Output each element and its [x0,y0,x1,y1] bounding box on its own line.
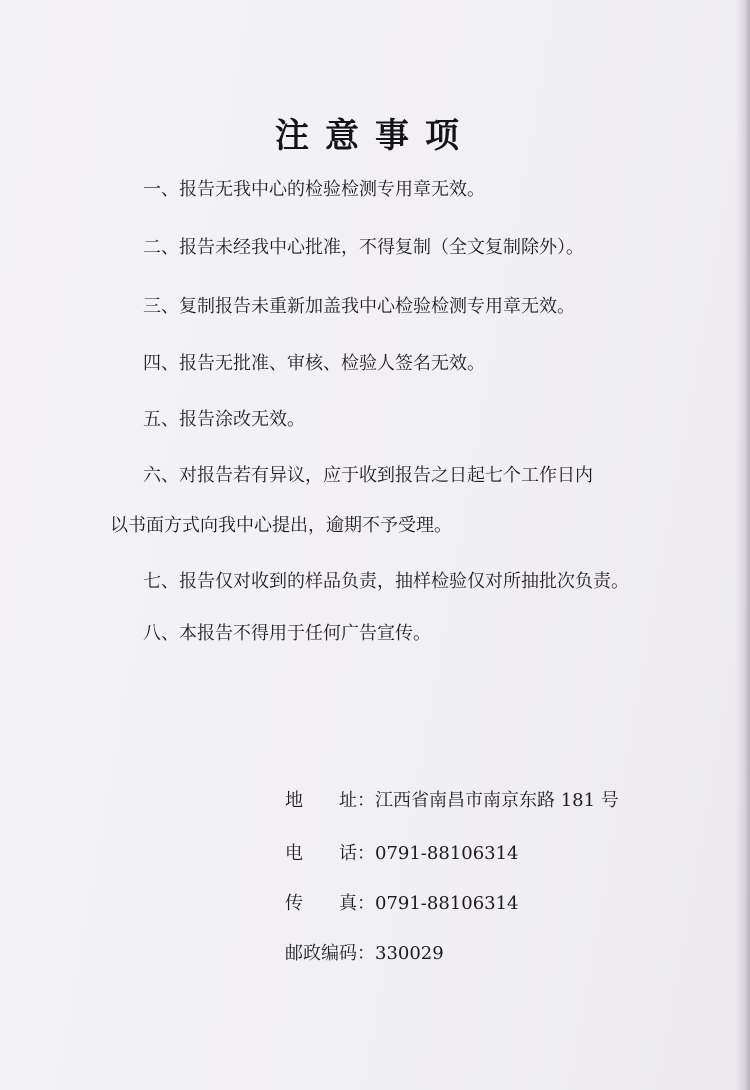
notice-item-1 [0,178,750,202]
contact-postcode [285,942,444,966]
contact-fax [285,892,519,916]
fax-label-2: 真： [339,893,375,914]
notice-item-7 [0,570,750,594]
notice-text: 七、报告仅对收到的样品负责，抽样检验仅对所抽批次负责。 [143,571,629,592]
address-label-1: 地 [285,790,303,811]
notice-text: 六、对报告若有异议，应于收到报告之日起七个工作日内 [143,465,593,486]
notice-item-6-continued [0,514,750,538]
notice-item-6 [0,464,750,488]
address-label-2: 址： [339,790,375,811]
contact-address [285,789,619,813]
phone-label-2: 话： [339,843,375,864]
notice-item-3 [0,295,750,319]
page-title: 注意事项 [275,116,475,156]
notice-item-8 [0,622,750,646]
notice-item-2 [0,236,750,260]
notice-text: 二、报告未经我中心批准，不得复制（全文复制除外）。 [143,237,584,258]
notice-text: 四、报告无批准、审核、检验人签名无效。 [143,353,485,374]
notice-item-5 [0,408,750,432]
phone-label-1: 电 [285,843,303,864]
address-value: 江西省南昌市南京东路 181 号 [375,790,619,811]
page-edge-shadow [736,0,750,1090]
notice-item-4 [0,352,750,376]
phone-value: 0791-88106314 [375,843,519,864]
notice-text: 五、报告涂改无效。 [143,409,305,430]
contact-phone [285,842,519,866]
fax-label-1: 传 [285,893,303,914]
fax-value: 0791-88106314 [375,893,519,914]
postcode-value: 330029 [375,943,444,964]
notice-text: 三、复制报告未重新加盖我中心检验检测专用章无效。 [143,296,575,317]
notice-text: 以书面方式向我中心提出，逾期不予受理。 [110,515,452,536]
postcode-label: 邮政编码： [285,943,375,964]
notice-text: 八、本报告不得用于任何广告宣传。 [143,623,431,644]
notice-text: 一、报告无我中心的检验检测专用章无效。 [143,179,485,200]
